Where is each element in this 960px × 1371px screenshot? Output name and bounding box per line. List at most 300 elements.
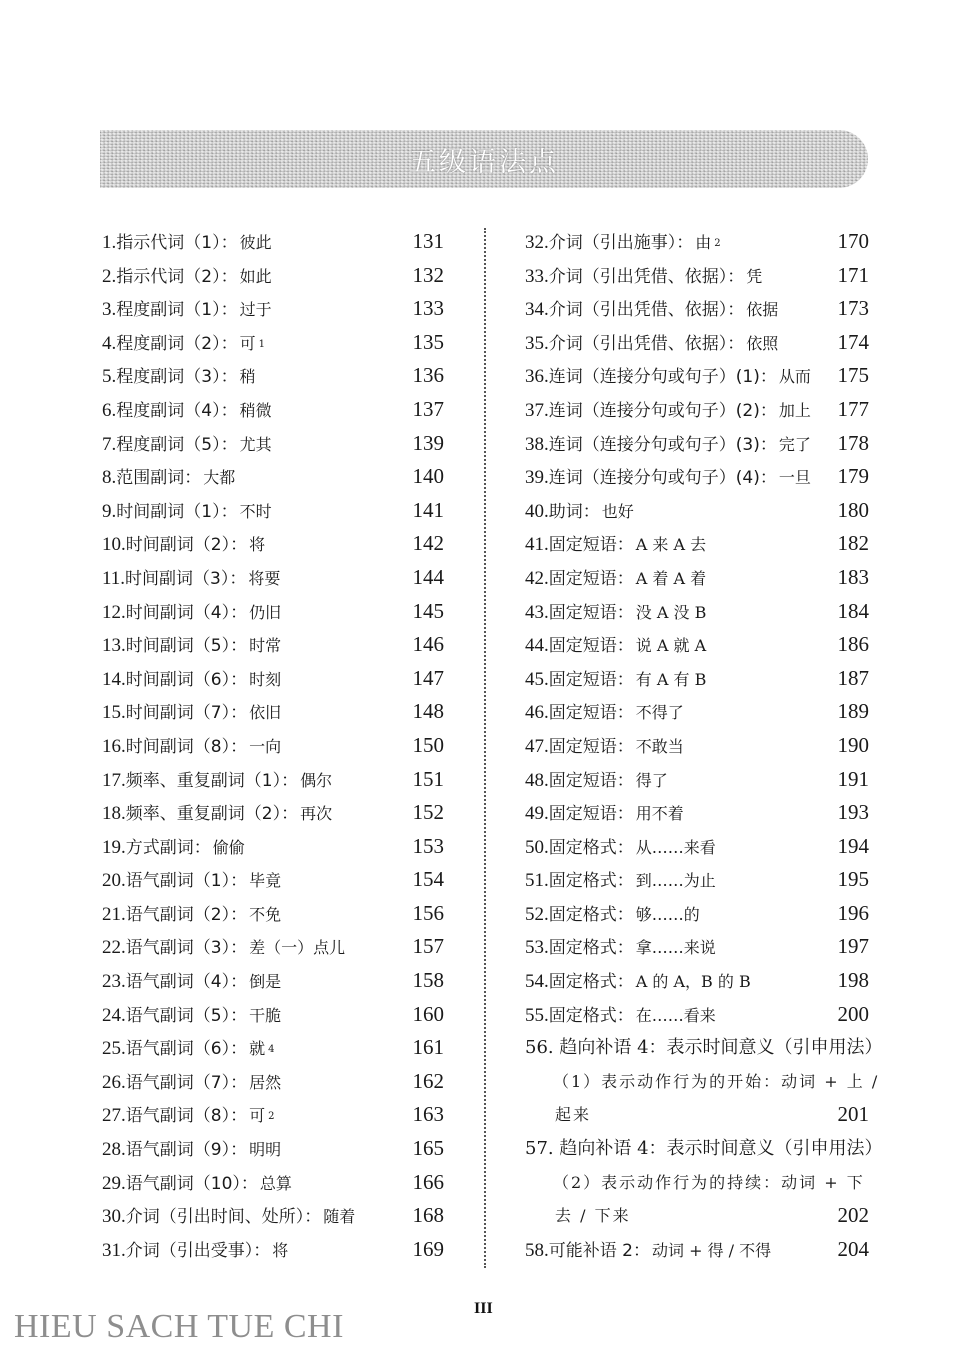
entry-number: 25. bbox=[102, 1038, 126, 1060]
entry-item: 依照 bbox=[746, 333, 779, 353]
entry-item: 如此 bbox=[239, 266, 272, 286]
page-ref: 150 bbox=[412, 732, 444, 757]
entry-number: 19. bbox=[102, 836, 126, 858]
entry-number: 2. bbox=[102, 265, 117, 287]
entry-category: 指示代词（2）： bbox=[116, 266, 238, 287]
entry-item: 倒是 bbox=[249, 972, 282, 992]
entry-item: 从……来看 bbox=[635, 837, 716, 857]
entry-category: 固定短语： bbox=[548, 703, 634, 724]
toc-entry[interactable] bbox=[102, 1199, 444, 1233]
page-ref: 166 bbox=[412, 1169, 444, 1194]
entry-category: 指示代词（1）： bbox=[116, 233, 238, 253]
toc-entry[interactable] bbox=[102, 359, 444, 393]
entry-number: 20. bbox=[102, 870, 126, 892]
entry-item: 可 bbox=[249, 1106, 266, 1126]
page-ref: 171 bbox=[837, 262, 869, 287]
entry-item: 仍旧 bbox=[249, 602, 282, 622]
entry-item: 稍微 bbox=[239, 400, 272, 420]
entry-category: 时间副词（1）： bbox=[116, 501, 238, 522]
page-ref: 141 bbox=[412, 497, 444, 522]
entry-item: 尤其 bbox=[239, 434, 272, 454]
entry-number: 22. bbox=[102, 937, 126, 959]
entry-subtitle-cont: 起来 bbox=[555, 1105, 592, 1125]
footnote-marker: 2 bbox=[268, 1111, 275, 1123]
entry-category: 语气副词（5）： bbox=[125, 1005, 248, 1026]
entry-item: 差（一）点儿 bbox=[249, 938, 346, 958]
entry-category: 时间副词（4）： bbox=[125, 602, 248, 623]
entry-item: A 的 A，B 的 B bbox=[635, 972, 751, 992]
toc-entry[interactable] bbox=[525, 729, 869, 763]
entry-item: 一向 bbox=[249, 736, 282, 756]
toc-entry[interactable] bbox=[525, 494, 869, 528]
page-ref: 200 bbox=[837, 1001, 869, 1026]
entry-category: 方式副词： bbox=[125, 837, 211, 858]
entry-number: 7. bbox=[102, 433, 117, 455]
footnote-marker: 2 bbox=[714, 238, 721, 249]
entry-item: 将 bbox=[249, 535, 266, 555]
entry-item: 由 bbox=[695, 233, 712, 252]
entry-category: 时间副词（7）： bbox=[125, 703, 248, 724]
page-ref: 204 bbox=[837, 1236, 869, 1261]
toc-entry[interactable] bbox=[102, 1132, 444, 1166]
toc-entry[interactable] bbox=[102, 763, 444, 797]
entry-number: 26. bbox=[102, 1071, 126, 1093]
toc-entry[interactable] bbox=[525, 561, 869, 595]
footnote-marker: 1 bbox=[258, 338, 265, 350]
toc-entry[interactable] bbox=[102, 460, 444, 494]
column-divider bbox=[484, 228, 486, 1268]
entry-category: 固定格式： bbox=[548, 1005, 634, 1026]
entry-number: 45. bbox=[525, 668, 549, 690]
entry-item: 偷偷 bbox=[212, 837, 245, 857]
entry-category: 语气副词（4）： bbox=[125, 972, 248, 993]
page-number: III bbox=[474, 1300, 493, 1317]
entry-category: 程度副词（2）： bbox=[116, 333, 238, 354]
page-ref: 197 bbox=[837, 934, 869, 959]
entry-category: 语气副词（8）： bbox=[125, 1106, 248, 1127]
page-ref: 168 bbox=[412, 1203, 444, 1228]
entry-item: 依据 bbox=[746, 300, 779, 320]
page-ref: 142 bbox=[412, 531, 444, 556]
entry-item: 依旧 bbox=[249, 703, 282, 723]
entry-category: 语气副词（3）： bbox=[125, 938, 248, 959]
entry-item: 过于 bbox=[239, 300, 272, 320]
toc-entry[interactable] bbox=[102, 427, 444, 461]
toc-right-column bbox=[525, 225, 883, 1266]
entry-item: 动词 + 得 / 不得 bbox=[651, 1240, 772, 1260]
toc-entry[interactable] bbox=[525, 998, 869, 1032]
page-ref: 135 bbox=[412, 329, 444, 354]
toc-entry[interactable] bbox=[525, 595, 869, 629]
entry-category: 时间副词（6）： bbox=[125, 669, 248, 690]
page-ref: 198 bbox=[837, 968, 869, 993]
entry-number: 41. bbox=[525, 534, 549, 556]
watermark: HIEU SACH TUE CHI bbox=[14, 1308, 344, 1345]
entry-category: 介词（引出凭借、依据）： bbox=[548, 300, 745, 321]
page-ref: 146 bbox=[412, 632, 444, 657]
entry-number: 21. bbox=[102, 903, 126, 925]
toc-entry[interactable] bbox=[102, 930, 444, 964]
entry-category: 时间副词（2）： bbox=[125, 535, 248, 556]
entry-category: 程度副词（4）： bbox=[116, 400, 238, 421]
page-ref: 140 bbox=[412, 464, 444, 489]
page-ref: 144 bbox=[412, 564, 444, 589]
entry-category: 语气副词（7）： bbox=[125, 1072, 248, 1093]
entry-number: 18. bbox=[102, 803, 126, 825]
entry-item: 大都 bbox=[203, 468, 236, 488]
entry-title: 56. 趋向补语 4：表示时间意义（引申用法） bbox=[525, 1037, 883, 1059]
entry-number: 37. bbox=[525, 399, 549, 421]
entry-item: 拿……来说 bbox=[635, 938, 716, 958]
entry-item: 总算 bbox=[259, 1173, 292, 1193]
entry-number: 6. bbox=[102, 399, 117, 421]
toc-entry[interactable] bbox=[102, 527, 444, 561]
toc-entry[interactable] bbox=[102, 259, 444, 293]
entry-category: 语气副词（9）： bbox=[125, 1140, 248, 1161]
entry-number: 35. bbox=[525, 332, 549, 354]
page-ref: 195 bbox=[837, 867, 869, 892]
toc-entry[interactable] bbox=[102, 326, 444, 360]
entry-number: 17. bbox=[102, 769, 126, 791]
page-ref: 165 bbox=[412, 1136, 444, 1161]
page-ref: 189 bbox=[837, 699, 869, 724]
page-ref: 175 bbox=[837, 363, 869, 388]
entry-item: 不免 bbox=[249, 904, 282, 924]
entry-number: 38. bbox=[525, 433, 549, 455]
page-ref: 136 bbox=[412, 363, 444, 388]
entry-item: 完了 bbox=[778, 434, 811, 454]
entry-number: 52. bbox=[525, 903, 549, 925]
toc-entry[interactable] bbox=[102, 998, 444, 1032]
entry-category: 连词（连接分句或句子）(4)： bbox=[548, 468, 777, 489]
entry-number: 44. bbox=[525, 635, 549, 657]
entry-category: 语气副词（6）： bbox=[125, 1039, 248, 1060]
entry-item: 一旦 bbox=[778, 468, 811, 488]
page-ref: 194 bbox=[837, 833, 869, 858]
entry-number: 10. bbox=[102, 534, 126, 556]
entry-item: 得了 bbox=[635, 770, 668, 790]
entry-number: 23. bbox=[102, 971, 126, 993]
entry-number: 8. bbox=[102, 467, 117, 489]
toc-entry[interactable] bbox=[102, 863, 444, 897]
section-banner bbox=[100, 130, 868, 188]
entry-category: 时间副词（8）： bbox=[125, 736, 248, 757]
entry-item: 时常 bbox=[249, 636, 282, 656]
entry-category: 程度副词（5）： bbox=[116, 434, 238, 455]
entry-item: A 着 A 着 bbox=[635, 568, 707, 588]
page-ref: 193 bbox=[837, 800, 869, 825]
entry-number: 53. bbox=[525, 937, 549, 959]
toc-entry[interactable] bbox=[525, 930, 869, 964]
entry-category: 语气副词（2）： bbox=[125, 904, 248, 925]
entry-item: 时刻 bbox=[249, 669, 282, 689]
entry-category: 时间副词（5）： bbox=[125, 636, 248, 657]
entry-number: 32. bbox=[525, 232, 549, 253]
toc-entry[interactable] bbox=[102, 1166, 444, 1200]
entry-number: 58. bbox=[525, 1239, 549, 1261]
toc-entry[interactable] bbox=[102, 1031, 444, 1065]
entry-item: 从而 bbox=[778, 367, 811, 387]
entry-category: 范围副词： bbox=[116, 468, 202, 489]
toc-entry[interactable] bbox=[525, 796, 869, 830]
entry-number: 50. bbox=[525, 836, 549, 858]
page-ref: 154 bbox=[412, 867, 444, 892]
entry-category: 时间副词（3）： bbox=[125, 568, 247, 589]
page-ref: 157 bbox=[412, 934, 444, 959]
entry-category: 可能补语 2： bbox=[548, 1240, 650, 1261]
entry-category: 语气副词（1）： bbox=[125, 871, 248, 892]
entry-item: 稍 bbox=[239, 367, 256, 387]
entry-number: 30. bbox=[102, 1206, 126, 1228]
toc-entry[interactable] bbox=[102, 662, 444, 696]
page-ref: 202 bbox=[837, 1203, 869, 1228]
entry-item: 就 bbox=[249, 1039, 266, 1059]
entry-item: A 来 A 去 bbox=[635, 535, 707, 555]
toc-entry[interactable] bbox=[525, 527, 869, 561]
page-ref: 137 bbox=[412, 396, 444, 421]
entry-category: 连词（连接分句或句子）(3)： bbox=[548, 434, 777, 455]
page-ref: 184 bbox=[837, 598, 869, 623]
entry-item: 彼此 bbox=[239, 233, 272, 252]
toc-entry[interactable] bbox=[102, 897, 444, 931]
toc-entry[interactable] bbox=[525, 897, 869, 931]
entry-item: 不得了 bbox=[635, 703, 684, 723]
entry-item: 说 A 就 A bbox=[635, 636, 707, 656]
entry-number: 13. bbox=[102, 635, 126, 657]
entry-number: 46. bbox=[525, 702, 549, 724]
toc-entry-58[interactable] bbox=[525, 1233, 869, 1267]
entry-category: 介词（引出受事）： bbox=[125, 1240, 271, 1261]
entry-number: 16. bbox=[102, 735, 126, 757]
toc-entry-56[interactable] bbox=[525, 1031, 883, 1132]
entry-number: 3. bbox=[102, 299, 117, 321]
page-ref: 151 bbox=[412, 766, 444, 791]
toc-entry[interactable] bbox=[102, 729, 444, 763]
entry-number: 12. bbox=[102, 601, 126, 623]
page-ref: 148 bbox=[412, 699, 444, 724]
toc-entry[interactable] bbox=[525, 763, 869, 797]
entry-number: 42. bbox=[525, 567, 549, 589]
entry-subtitle-cont: 去 / 下来 bbox=[555, 1206, 631, 1226]
entry-number: 11. bbox=[102, 567, 126, 589]
page-ref: 173 bbox=[837, 296, 869, 321]
page-ref: 147 bbox=[412, 665, 444, 690]
entry-number: 1. bbox=[102, 232, 117, 253]
toc-entry[interactable] bbox=[102, 292, 444, 326]
entry-item: 偶尔 bbox=[300, 770, 333, 790]
entry-number: 54. bbox=[525, 971, 549, 993]
entry-number: 29. bbox=[102, 1172, 126, 1194]
page-ref: 156 bbox=[412, 900, 444, 925]
toc-entry[interactable] bbox=[102, 695, 444, 729]
entry-category: 频率、重复副词（1）： bbox=[125, 770, 299, 791]
entry-item: 明明 bbox=[249, 1140, 282, 1160]
entry-category: 固定格式： bbox=[548, 972, 634, 993]
entry-category: 连词（连接分句或句子）(1)： bbox=[548, 367, 777, 388]
page-ref: 133 bbox=[412, 296, 444, 321]
entry-number: 47. bbox=[525, 735, 549, 757]
entry-number: 51. bbox=[525, 870, 549, 892]
page-ref: 178 bbox=[837, 430, 869, 455]
entry-item: 可 bbox=[239, 333, 256, 353]
entry-item: 随着 bbox=[323, 1207, 356, 1227]
page-ref: 132 bbox=[412, 262, 444, 287]
entry-item: 在……看来 bbox=[635, 1005, 716, 1025]
page-ref: 174 bbox=[837, 329, 869, 354]
entry-category: 介词（引出时间、处所）： bbox=[125, 1207, 322, 1228]
toc-entry[interactable] bbox=[102, 225, 444, 259]
entry-category: 固定短语： bbox=[548, 535, 634, 556]
toc-entry[interactable] bbox=[102, 561, 444, 595]
entry-category: 固定格式： bbox=[548, 904, 634, 925]
page-ref: 162 bbox=[412, 1068, 444, 1093]
entry-number: 28. bbox=[102, 1139, 126, 1161]
toc-entry[interactable] bbox=[525, 695, 869, 729]
entry-number: 9. bbox=[102, 500, 117, 522]
page-ref: 152 bbox=[412, 800, 444, 825]
page-ref: 190 bbox=[837, 732, 869, 757]
entry-number: 33. bbox=[525, 265, 549, 287]
entry-number: 15. bbox=[102, 702, 126, 724]
entry-item: 不时 bbox=[239, 501, 272, 521]
toc-entry[interactable] bbox=[525, 292, 869, 326]
entry-item: 够……的 bbox=[635, 904, 700, 924]
entry-number: 43. bbox=[525, 601, 549, 623]
toc-entry[interactable] bbox=[525, 326, 869, 360]
page-ref: 158 bbox=[412, 968, 444, 993]
toc-entry[interactable] bbox=[525, 427, 869, 461]
entry-subtitle: （2）表示动作行为的持续：动词 + 下 bbox=[553, 1172, 865, 1192]
entry-category: 固定格式： bbox=[548, 871, 634, 892]
entry-item: 到……为止 bbox=[635, 871, 716, 891]
page-ref: 191 bbox=[837, 766, 869, 791]
entry-number: 48. bbox=[525, 769, 549, 791]
entry-item: 再次 bbox=[300, 804, 333, 824]
entry-number: 55. bbox=[525, 1004, 549, 1026]
entry-item: 也好 bbox=[601, 501, 634, 521]
entry-item: 没 A 没 B bbox=[635, 602, 707, 622]
toc-entry[interactable] bbox=[525, 225, 869, 259]
entry-item: 凭 bbox=[746, 266, 763, 286]
entry-item: 将要 bbox=[248, 568, 281, 588]
page-ref: 177 bbox=[837, 396, 869, 421]
entry-item: 不敢当 bbox=[635, 736, 684, 756]
entry-category: 固定短语： bbox=[548, 804, 634, 825]
page-ref: 145 bbox=[412, 598, 444, 623]
toc-entry[interactable] bbox=[525, 359, 869, 393]
toc-entry[interactable] bbox=[525, 393, 869, 427]
entry-item: 干脆 bbox=[249, 1005, 282, 1025]
toc-entry[interactable] bbox=[102, 1098, 444, 1132]
entry-number: 36. bbox=[525, 366, 549, 388]
toc-entry[interactable] bbox=[102, 830, 444, 864]
page-ref: 180 bbox=[837, 497, 869, 522]
entry-item: 有 A 有 B bbox=[635, 669, 707, 689]
toc-entry[interactable] bbox=[102, 1065, 444, 1099]
toc-entry[interactable] bbox=[102, 628, 444, 662]
toc-left-column bbox=[102, 225, 444, 1266]
section-title: 五级语法点 bbox=[409, 146, 559, 178]
entry-number: 14. bbox=[102, 668, 126, 690]
page-ref: 196 bbox=[837, 900, 869, 925]
page-ref: 161 bbox=[412, 1035, 444, 1060]
toc-entry[interactable] bbox=[102, 1233, 444, 1267]
entry-category: 助词： bbox=[548, 501, 600, 522]
entry-category: 语气副词（10）： bbox=[125, 1173, 258, 1194]
entry-item: 居然 bbox=[249, 1072, 282, 1092]
entry-category: 固定短语： bbox=[548, 770, 634, 791]
toc-entry[interactable] bbox=[102, 494, 444, 528]
entry-item: 加上 bbox=[778, 400, 811, 420]
entry-number: 27. bbox=[102, 1105, 126, 1127]
page-ref: 187 bbox=[837, 665, 869, 690]
footnote-marker: 4 bbox=[268, 1044, 275, 1056]
entry-number: 40. bbox=[525, 500, 549, 522]
page-ref: 182 bbox=[837, 531, 869, 556]
toc-entry-57[interactable] bbox=[525, 1132, 883, 1233]
entry-item: 将 bbox=[272, 1240, 289, 1260]
entry-number: 31. bbox=[102, 1239, 126, 1261]
page-ref: 169 bbox=[412, 1236, 444, 1261]
page-ref: 139 bbox=[412, 430, 444, 455]
entry-subtitle: （1）表示动作行为的开始：动词 + 上 / bbox=[553, 1071, 880, 1091]
page-ref: 153 bbox=[412, 833, 444, 858]
entry-category: 固定短语： bbox=[548, 636, 634, 657]
page-ref: 170 bbox=[837, 229, 869, 253]
entry-number: 24. bbox=[102, 1004, 126, 1026]
entry-item: 用不着 bbox=[635, 804, 684, 824]
toc-entry[interactable] bbox=[525, 964, 869, 998]
toc-entry[interactable] bbox=[102, 964, 444, 998]
entry-category: 固定短语： bbox=[548, 568, 634, 589]
entry-number: 4. bbox=[102, 332, 117, 354]
entry-number: 34. bbox=[525, 299, 549, 321]
toc-entry[interactable] bbox=[525, 259, 869, 293]
entry-category: 固定短语： bbox=[548, 669, 634, 690]
entry-category: 连词（连接分句或句子）(2)： bbox=[548, 400, 777, 421]
page-ref: 201 bbox=[837, 1102, 869, 1127]
page-ref: 163 bbox=[412, 1102, 444, 1127]
toc-entry[interactable] bbox=[525, 628, 869, 662]
entry-category: 固定格式： bbox=[548, 938, 634, 959]
toc-entry[interactable] bbox=[525, 830, 869, 864]
toc-entry[interactable] bbox=[525, 662, 869, 696]
entry-category: 固定短语： bbox=[548, 736, 634, 757]
entry-number: 5. bbox=[102, 366, 117, 388]
page-ref: 183 bbox=[837, 564, 869, 589]
entry-category: 介词（引出凭借、依据）： bbox=[548, 333, 745, 354]
entry-category: 程度副词（3）： bbox=[116, 367, 238, 388]
entry-number: 49. bbox=[525, 803, 549, 825]
entry-title: 57. 趋向补语 4：表示时间意义（引申用法） bbox=[525, 1138, 883, 1160]
entry-item: 毕竟 bbox=[249, 871, 282, 891]
toc-entry[interactable] bbox=[525, 863, 869, 897]
page-ref: 179 bbox=[837, 464, 869, 489]
toc-entry[interactable] bbox=[102, 796, 444, 830]
entry-category: 程度副词（1）： bbox=[116, 300, 238, 321]
toc-entry[interactable] bbox=[102, 393, 444, 427]
toc-entry[interactable] bbox=[525, 460, 869, 494]
entry-number: 39. bbox=[525, 467, 549, 489]
entry-category: 介词（引出凭借、依据）： bbox=[548, 266, 745, 287]
page-ref: 160 bbox=[412, 1001, 444, 1026]
entry-category: 固定短语： bbox=[548, 602, 634, 623]
page-ref: 186 bbox=[837, 632, 869, 657]
entry-category: 介词（引出施事）： bbox=[548, 233, 694, 253]
entry-category: 固定格式： bbox=[548, 837, 634, 858]
toc-entry[interactable] bbox=[102, 595, 444, 629]
entry-category: 频率、重复副词（2）： bbox=[125, 804, 299, 825]
